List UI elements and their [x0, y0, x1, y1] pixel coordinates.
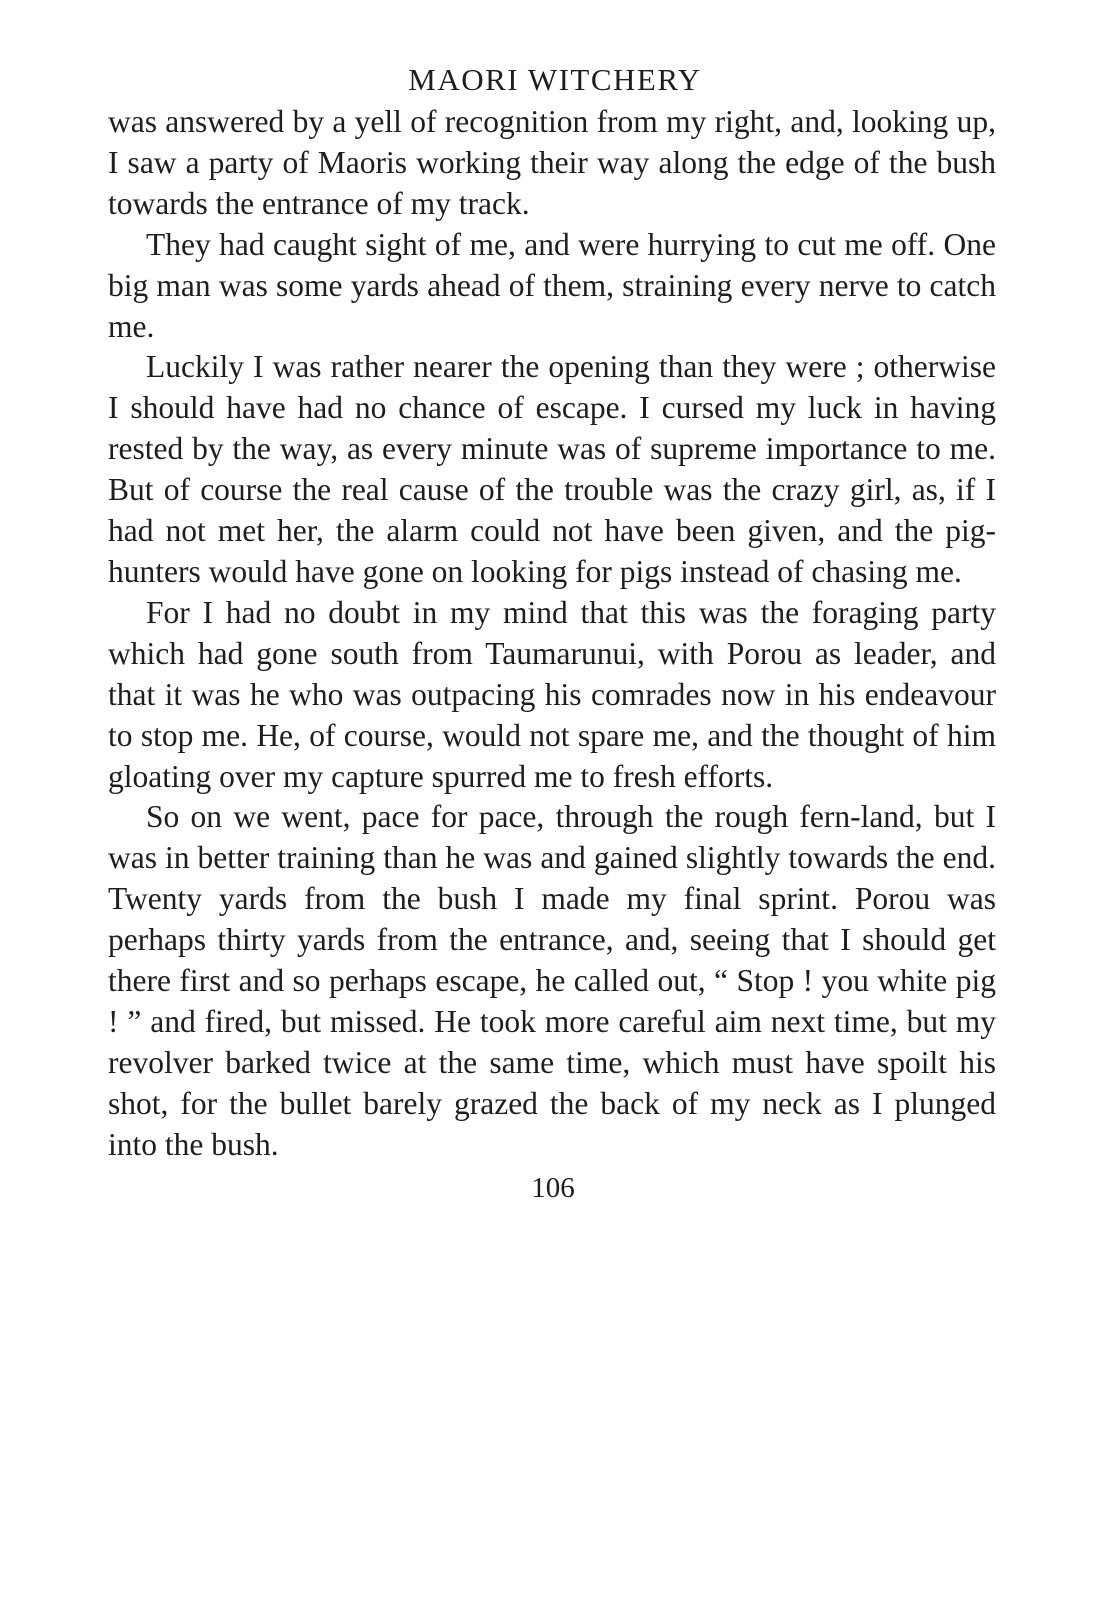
book-page: [108, 58, 996, 1208]
paragraph-2: They had caught sight of me, and were hurrying to cut me off. One big man was some yards ahead of them, straining every nerve to catch me.: [108, 226, 996, 344]
running-head: MAORI WITCHERY: [408, 62, 702, 97]
paragraph-5: So on we went, pace for pace, through the rough fern-land, but I was in better training than he was and gained slightly towards the end. Twenty yards from the bush I made my final sprint. Porou was perhaps thirty yards from the entrance, and, seeing that I should get there first and so perhaps escape, he called out, “ Stop ! you white pig ! ” and fired, but missed. He took more careful aim next time, but my revolver barked twice at the same time, which must have spoilt his shot, for the bullet barely grazed the back of my neck as I plunged into the bush.: [108, 799, 996, 1162]
body-text: [108, 102, 996, 1166]
paragraph-1: was answered by a yell of recognition from my right, and, looking up, I saw a party of Maoris working their way along the edge of the bush towards the entrance of my track.: [108, 104, 996, 221]
paragraph-3: Luckily I was rather nearer the opening than they were ; otherwise I should have had no chance of escape. I cursed my luck in having rested by the way, as every minute was of supreme importance to me. But of course the real cause of the trouble was the crazy girl, as, if I had not met her, the alarm could not have been given, and the pig-hunters would have gone on looking for pigs instead of chasing me.: [108, 349, 996, 589]
page-number: 106: [531, 1171, 575, 1204]
paragraph-4: For I had no doubt in my mind that this was the foraging party which had gone south from Taumarunui, with Porou as leader, and that it was he who was outpacing his comrades now in his endeavour to stop me. He, of course, would not spare me, and the thought of him gloating over my capture spurred me to fresh efforts.: [108, 594, 996, 794]
